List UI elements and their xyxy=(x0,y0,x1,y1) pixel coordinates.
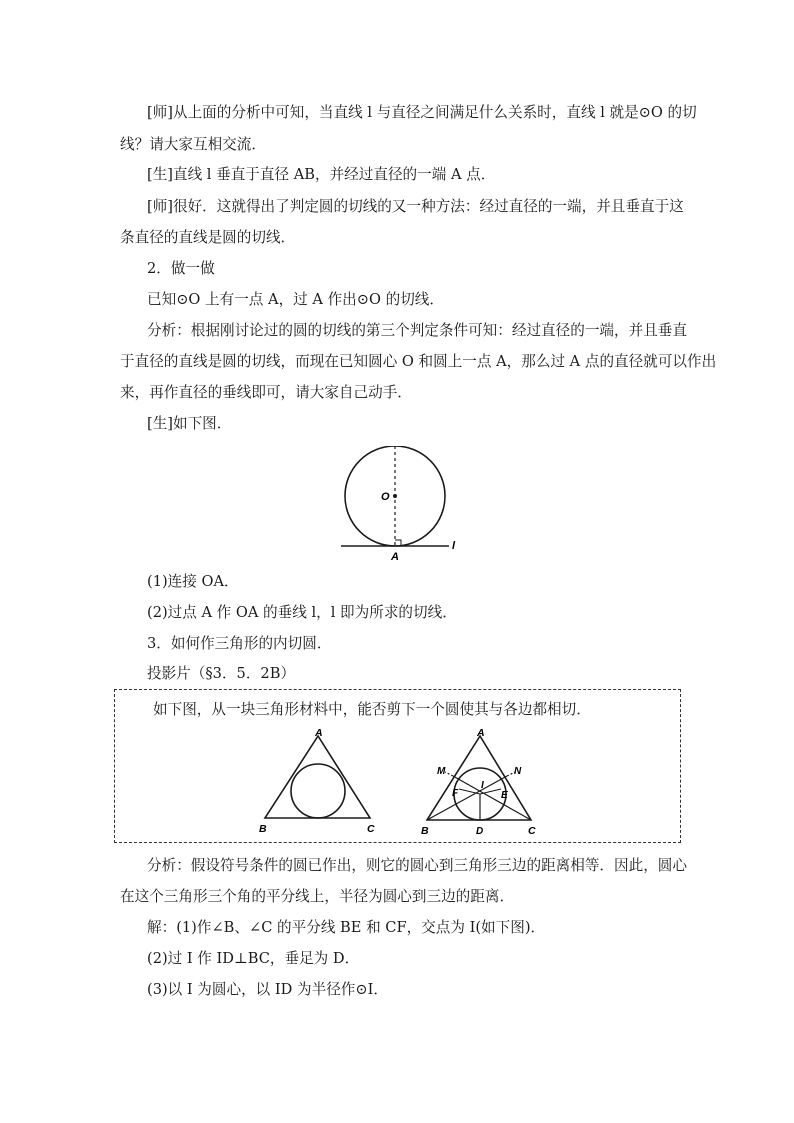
triangle-figure-plain xyxy=(255,728,395,838)
paragraph-teacher-question-line2: 线？请大家互相交流． xyxy=(120,136,266,153)
label-m: M xyxy=(437,766,446,777)
projector-slide-box xyxy=(114,689,681,843)
label-b: B xyxy=(421,825,429,837)
paragraph-problem: 已知⊙O 上有一点 A，过 A 作出⊙O 的切线． xyxy=(147,291,444,308)
projector-slide-label: 投影片（§3．5．2B） xyxy=(147,665,296,682)
bisector-c xyxy=(453,776,531,820)
label-i: I xyxy=(481,780,484,791)
label-l: l xyxy=(452,540,456,552)
paragraph-teacher-summary-line1: [师]很好．这就得出了判定圆的切线的又一种方法：经过直径的一端，并且垂直于这 xyxy=(147,198,684,215)
triangle-figure-constructed xyxy=(415,728,550,840)
section-heading-incircle: 3．如何作三角形的内切圆． xyxy=(147,635,332,652)
triangle-abc xyxy=(427,736,531,820)
triangle-abc xyxy=(265,736,370,818)
label-b: B xyxy=(259,823,267,835)
paragraph-analysis-line3: 来，再作直径的垂线即可，请大家自己动手． xyxy=(120,384,412,401)
solution-step1: 解：(1)作∠B、∠C 的平分线 BE 和 CF，交点为 I(如下图)． xyxy=(147,919,546,936)
solution-step3: (3)以 I 为圆心，以 ID 为半径作⊙I． xyxy=(147,981,388,998)
label-a: A xyxy=(315,728,323,739)
label-o: O xyxy=(381,491,390,503)
paragraph-incircle-analysis-line1: 分析：假设符号条件的圆已作出，则它的圆心到三角形三边的距离相等．因此，圆心 xyxy=(147,857,687,874)
tangent-figure xyxy=(335,446,465,570)
paragraph-analysis-line1: 分析：根据刚讨论过的圆的切线的第三个判定条件可知：经过直径的一端，并且垂直 xyxy=(147,322,687,339)
label-a: A xyxy=(391,551,399,563)
bisector-b xyxy=(427,776,507,820)
center-point-o xyxy=(393,494,397,498)
label-e: E xyxy=(501,790,508,801)
label-c: C xyxy=(367,823,375,835)
label-f: F xyxy=(452,788,459,799)
paragraph-analysis-line2: 于直径的直线是圆的切线，而现在已知圆心 O 和圆上一点 A，那么过 A 点的直径就可以作出 xyxy=(120,353,717,370)
paragraph-incircle-analysis-line2: 在这个三角形三个角的平分线上，半径为圆心到三边的距离． xyxy=(120,888,515,905)
step-connect-oa: (1)连接 OA． xyxy=(147,573,239,590)
paragraph-teacher-question-line1: [师]从上面的分析中可知，当直线 l 与直径之间满足什么关系时，直线 l 就是⊙O 的切 xyxy=(147,104,697,121)
incircle xyxy=(291,764,345,818)
paragraph-student-answer: [生]直线 l 垂直于直径 AB，并经过直径的一端 A 点． xyxy=(147,166,496,183)
solution-step2: (2)过 I 作 ID⊥BC，垂足为 D． xyxy=(147,950,360,967)
step-perpendicular: (2)过点 A 作 OA 的垂线 l，l 即为所求的切线． xyxy=(147,604,457,621)
paragraph-student-figure: [生]如下图． xyxy=(147,415,232,432)
paragraph-teacher-summary-line2: 条直径的直线是圆的切线． xyxy=(120,229,296,246)
label-d: D xyxy=(476,826,484,837)
box-question-text: 如下图，从一块三角形材料中，能否剪下一个圆使其与各边都相切． xyxy=(153,701,591,718)
label-c: C xyxy=(528,825,536,837)
section-heading-try: 2．做一做 xyxy=(147,260,215,277)
label-n: N xyxy=(514,766,522,777)
label-a: A xyxy=(477,728,485,739)
